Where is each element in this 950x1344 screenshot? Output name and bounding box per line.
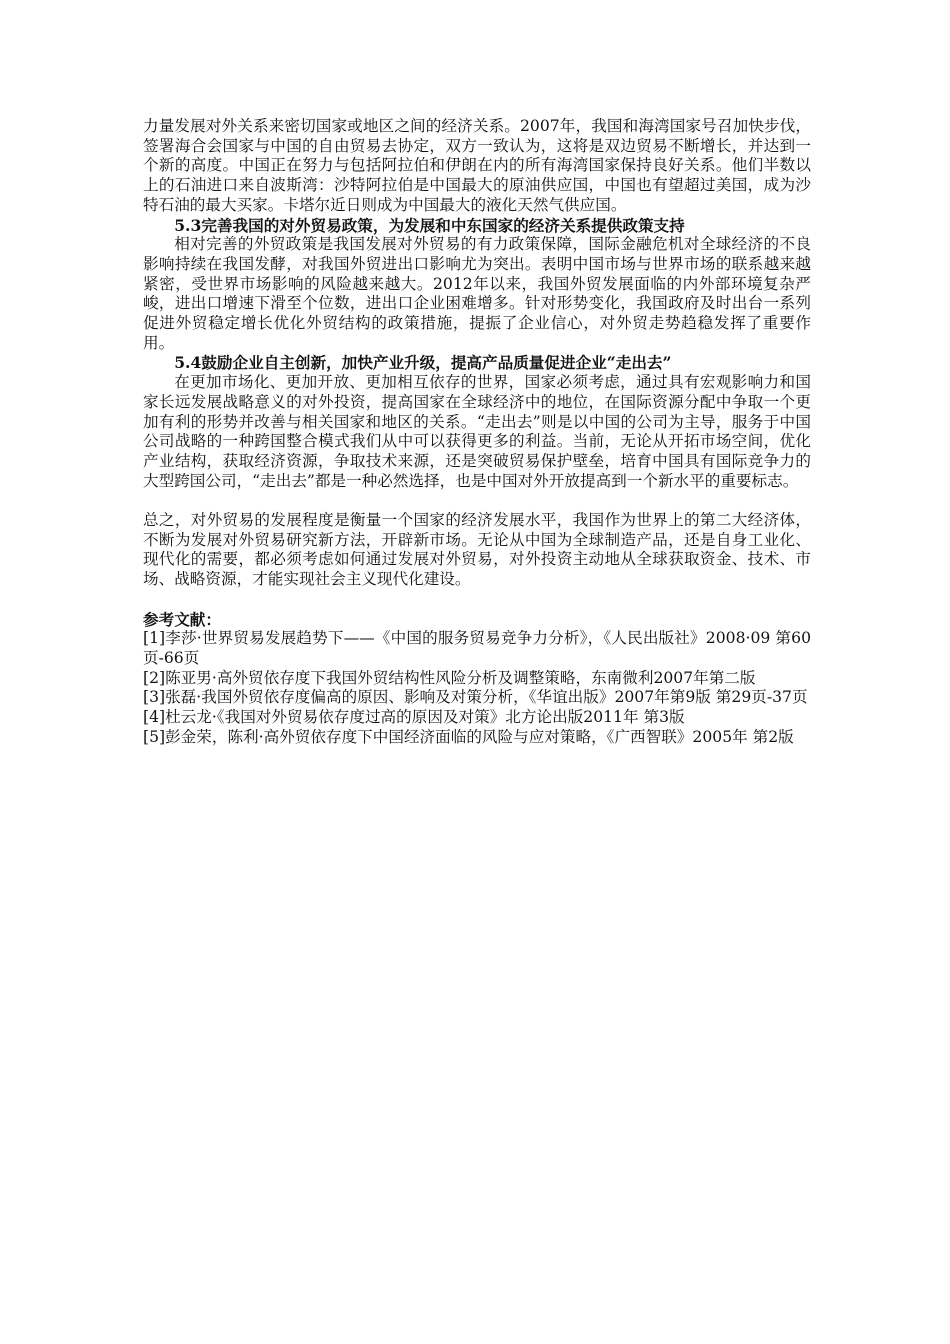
- references-title: 参考文献：: [143, 609, 221, 629]
- reference-item: [4]杜云龙·《我国对外贸易依存度过高的原因及对策》北方论出版2011年 第3版: [143, 708, 685, 727]
- reference-item: [5]彭金荣，陈利·高外贸依存度下中国经济面临的风险与应对策略，《广西智联》2005年 第2版: [143, 727, 794, 746]
- reference-item: [3]张磊·我国外贸依存度偏高的原因、影响及对策分析，《华谊出版》2007年第9版 第29页-37页: [143, 688, 808, 707]
- section-heading-5-4: 5.4鼓励企业自主创新，加快产业升级，提高产品质量促进企业“走出去”: [174, 353, 672, 373]
- document-page: [143, 117, 811, 747]
- paragraph-5-4: 在更加市场化、更加开放、更加相互依存的世界，国家必须考虑，通过具有宏观影响力和国家长远发展战略意义的对外投资，提高国家在全球经济中的地位，在国际资源分配中争取一个更加有利的形势并改善与相关国家和地区的关系。“走出去”则是以中国的公司为主导，服务于中国公司战略的一种跨国整合模式我们从中可以获得更多的利益。当前，无论从开拓市场空间，优化产业结构，获取经济资源，争取技术来源，还是突破贸易保护壁垒，培育中国具有国际竞争力的大型跨国公司，“走出去”都是一种必然选择，也是中国对外开放提高到一个新水平的重要标志。: [143, 373, 811, 490]
- paragraph-5-3: 相对完善的外贸政策是我国发展对外贸易的有力政策保障，国际金融危机对全球经济的不良影响持续在我国发酵，对我国外贸进出口影响尤为突出。表明中国市场与世界市场的联系越来越紧密，受世界市场影响的风险越来越大。2012年以来，我国外贸发展面临的内外部环境复杂严峻，进出口增速下滑至个位数，进出口企业困难增多。针对形势变化，我国政府及时出台一系列促进外贸稳定增长优化外贸结构的政策措施，提振了企业信心，对外贸走势趋稳发挥了重要作用。: [143, 235, 811, 352]
- paragraph-conclusion: 总之，对外贸易的发展程度是衡量一个国家的经济发展水平，我国作为世界上的第二大经济体，不断为发展对外贸易研究新方法，开辟新市场。无论从中国为全球制造产品，还是自身工业化、现代化的需要，都必须考虑如何通过发展对外贸易，对外投资主动地从全球获取资金、技术、市场、战略资源，才能实现社会主义现代化建设。: [143, 511, 811, 589]
- references-list: [143, 629, 811, 747]
- reference-item: [1]李莎·世界贸易发展趋势下——《中国的服务贸易竞争力分析》，《人民出版社》2008·09 第60页-66页: [143, 629, 811, 667]
- reference-item: [2]陈亚男·高外贸依存度下我国外贸结构性风险分析及调整策略，东南微利2007年第二版: [143, 668, 756, 687]
- paragraph-gap: [143, 491, 811, 511]
- paragraph-intro: 力量发展对外关系来密切国家或地区之间的经济关系。2007年，我国和海湾国家号召加快步伐，签署海合会国家与中国的自由贸易去协定，双方一致认为，这将是双边贸易不断增长，并达到一个新的高度。中国正在努力与包括阿拉伯和伊朗在内的所有海湾国家保持良好关系。他们半数以上的石油进口来自波斯湾：沙特阿拉伯是中国最大的原油供应国，中国也有望超过美国，成为沙特石油的最大买家。卡塔尔近日则成为中国最大的液化天然气供应国。: [143, 117, 811, 214]
- paragraph-gap: [143, 590, 811, 610]
- section-heading-5-3: 5.3完善我国的对外贸易政策，为发展和中东国家的经济关系提供政策支持: [174, 215, 685, 235]
